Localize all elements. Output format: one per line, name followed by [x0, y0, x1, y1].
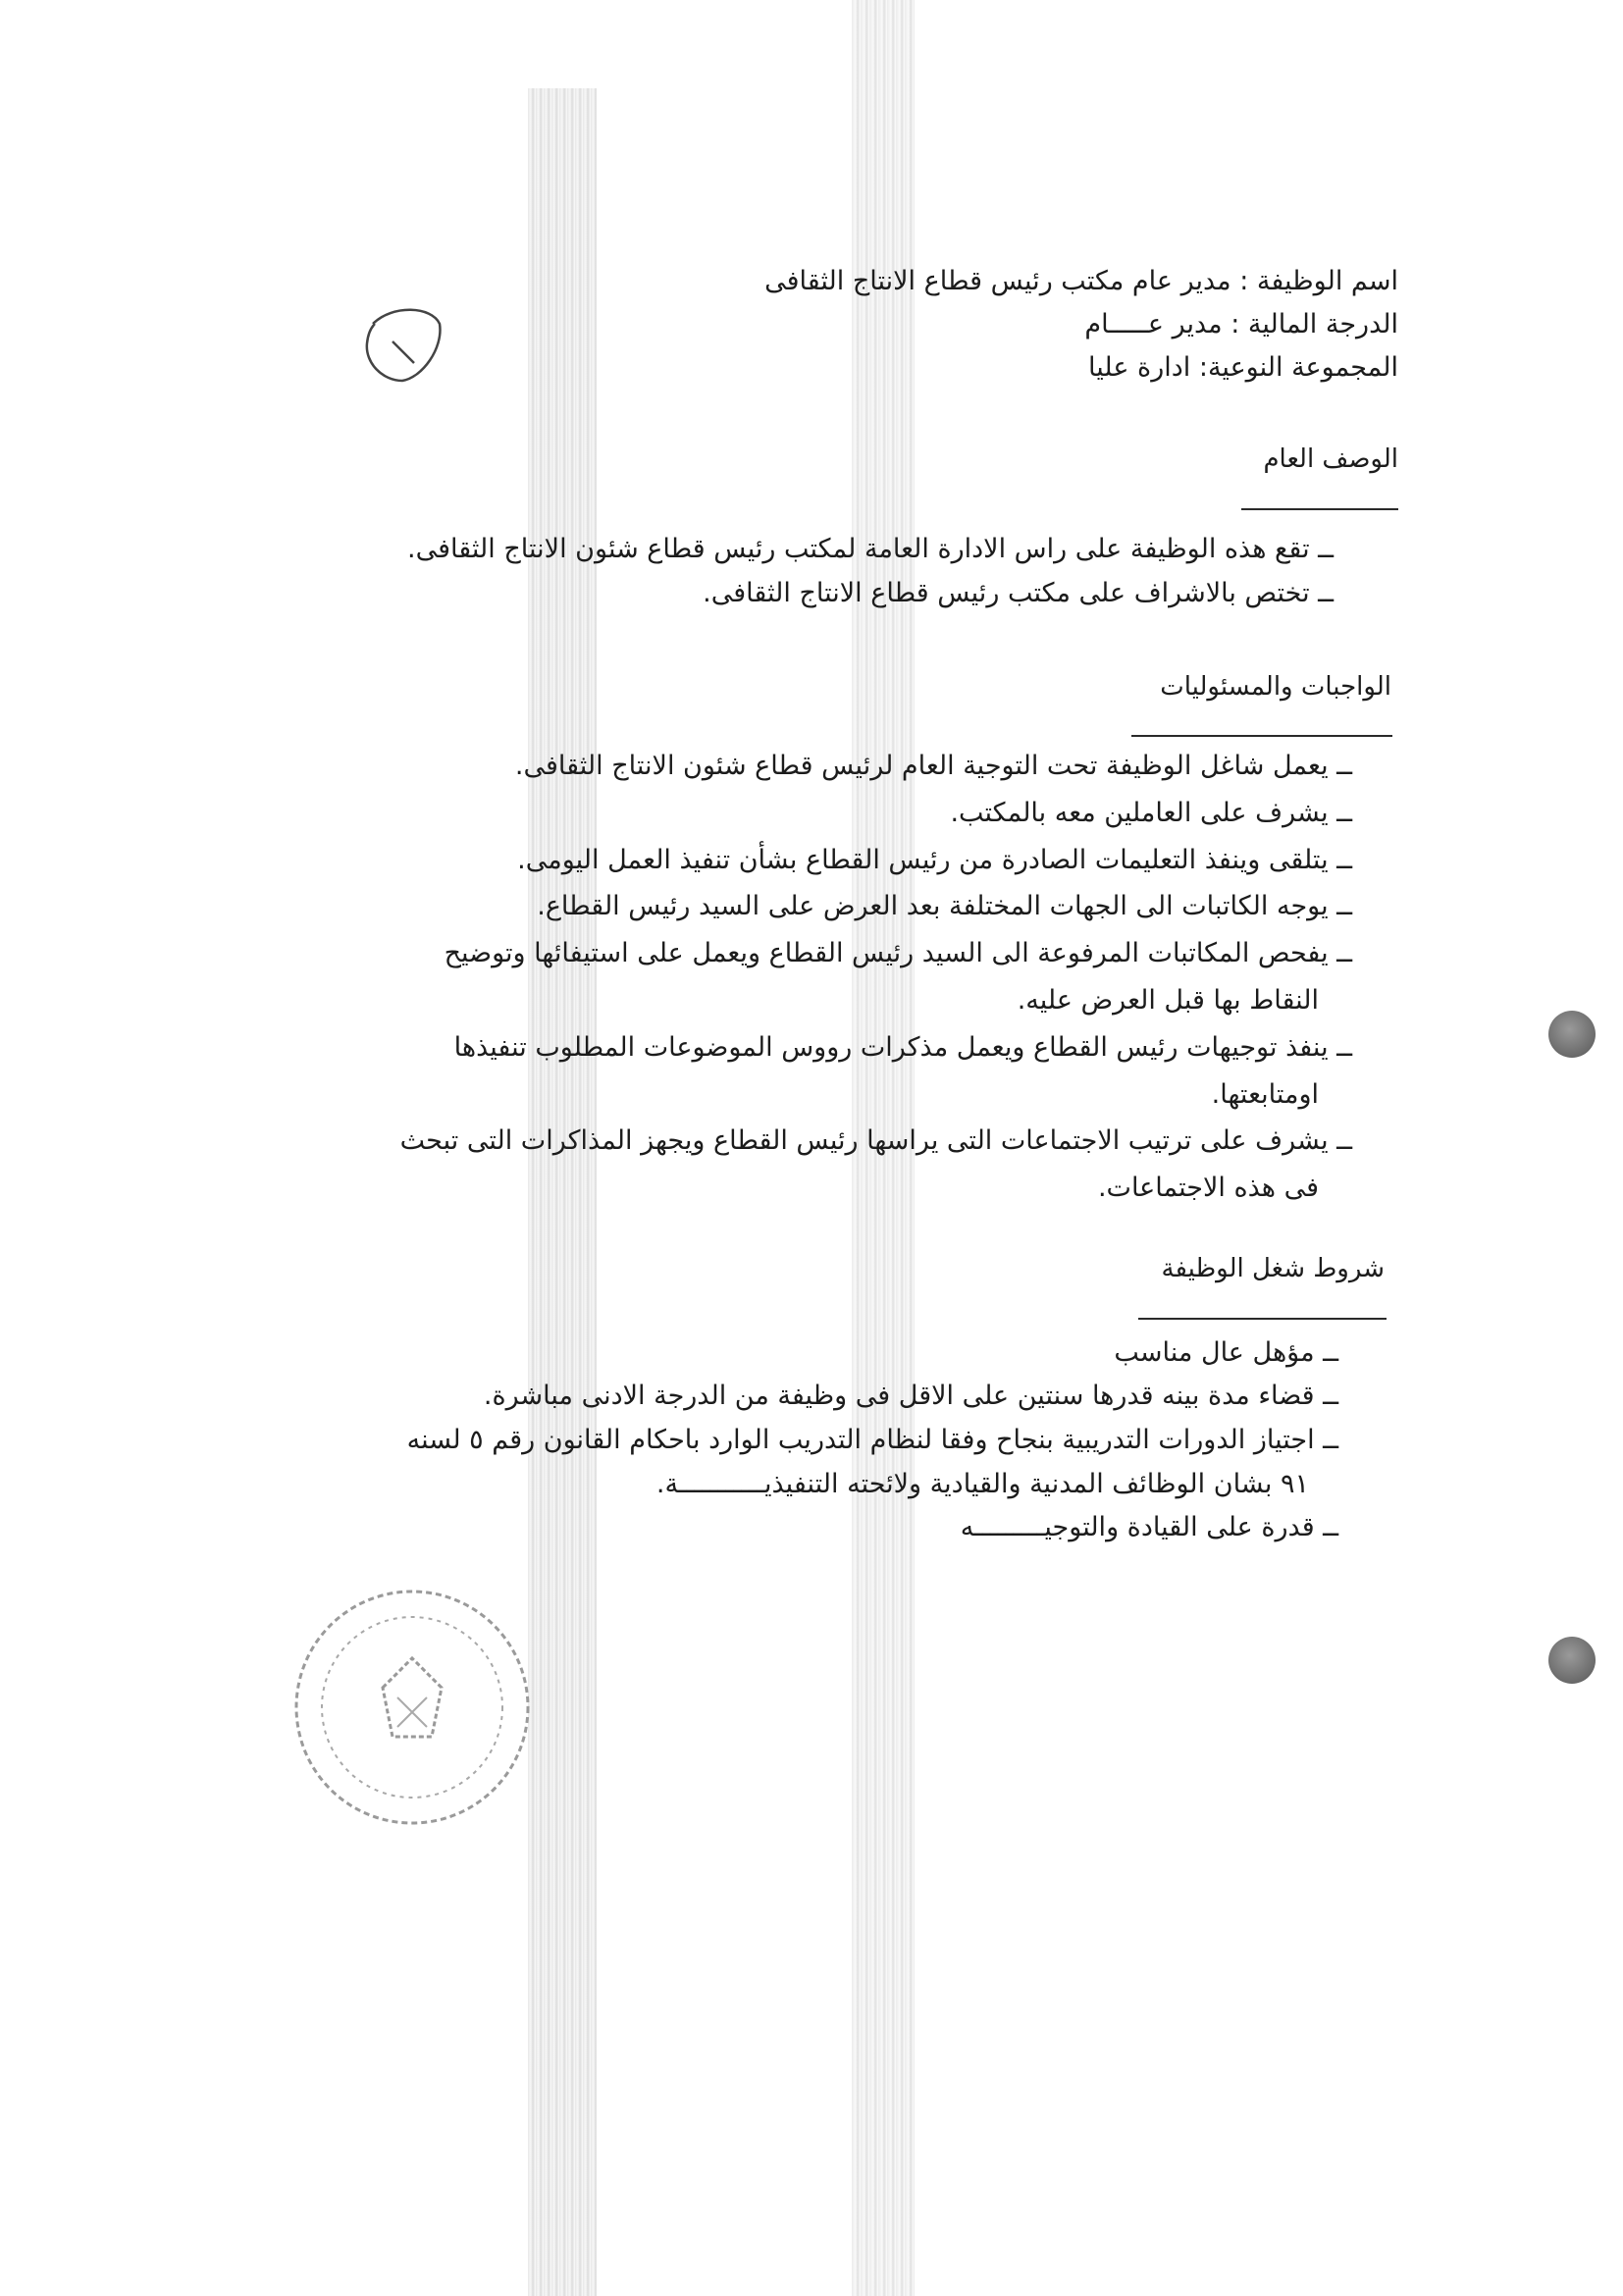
list-item: ــ يشرف على ترتيب الاجتماعات التى يراسها رئيس القطاع ويجهز المذاكرات التى تبحث — [399, 1125, 1352, 1156]
job-group: المجموعة النوعية: ادارة عليا — [1088, 352, 1398, 383]
scan-streak — [528, 88, 597, 2296]
list-item: ــ قضاء مدة بينه قدرها سنتين على الاقل فى وظيفة من الدرجة الادنى مباشرة. — [483, 1381, 1338, 1411]
list-item: ــ تقع هذه الوظيفة على راس الادارة العامة لمكتب رئيس قطاع شئون الانتاج الثقافى. — [407, 534, 1334, 564]
job-title: اسم الوظيفة : مدير عام مكتب رئيس قطاع الانتاج الثقافى — [764, 266, 1398, 296]
list-item: ــ يوجه الكاتبات الى الجهات المختلفة بعد العرض على السيد رئيس القطاع. — [537, 891, 1352, 921]
punch-hole-icon — [1548, 1637, 1596, 1684]
list-item: ــ ينفذ توجيهات رئيس القطاع ويعمل مذكرات رووس الموضوعات المطلوب تنفيذها — [453, 1032, 1352, 1063]
list-item: ــ تختص بالاشراف على مكتب رئيس قطاع الانتاج الثقافى. — [703, 578, 1334, 608]
list-item: ــ يشرف على العاملين معه بالمكتب. — [950, 798, 1352, 828]
duties-heading: الواجبات والمسئوليات — [1160, 672, 1391, 702]
list-item: ــ مؤهل عال مناسب — [1114, 1337, 1338, 1368]
list-item: ــ اجتياز الدورات التدريبية بنجاح وفقا لنظام التدريب الوارد باحكام القانون رقم ٥ لسنه — [406, 1425, 1338, 1455]
heading-underline — [1131, 735, 1392, 737]
official-seal-icon — [285, 1580, 540, 1835]
financial-grade: الدرجة المالية : مدير عـــــام — [1084, 309, 1398, 339]
requirements-heading: شروط شغل الوظيفة — [1161, 1254, 1385, 1283]
list-item-continuation: ٩١ بشان الوظائف المدنية والقيادية ولائحته التنفيذيـــــــــــة. — [655, 1469, 1309, 1499]
list-item-continuation: اومتابعتها. — [1211, 1079, 1319, 1110]
list-item: ــ يعمل شاغل الوظيفة تحت التوجية العام لرئيس قطاع شئون الانتاج الثقافى. — [514, 751, 1352, 781]
general-description-heading: الوصف العام — [1263, 444, 1398, 474]
list-item-continuation: فى هذه الاجتماعات. — [1097, 1173, 1319, 1203]
list-item-continuation: النقاط بها قبل العرض عليه. — [1017, 985, 1319, 1016]
list-item: ــ يفحص المكاتبات المرفوعة الى السيد رئيس القطاع ويعمل على استيفائها وتوضيح — [444, 938, 1352, 968]
list-item: ــ قدرة على القيادة والتوجيـــــــــه — [960, 1512, 1338, 1542]
heading-underline — [1241, 508, 1398, 510]
hand-drawn-mark-icon — [353, 294, 451, 392]
list-item: ــ يتلقى وينفذ التعليمات الصادرة من رئيس القطاع بشأن تنفيذ العمل اليومى. — [517, 845, 1352, 875]
heading-underline — [1138, 1318, 1387, 1320]
punch-hole-icon — [1548, 1011, 1596, 1058]
